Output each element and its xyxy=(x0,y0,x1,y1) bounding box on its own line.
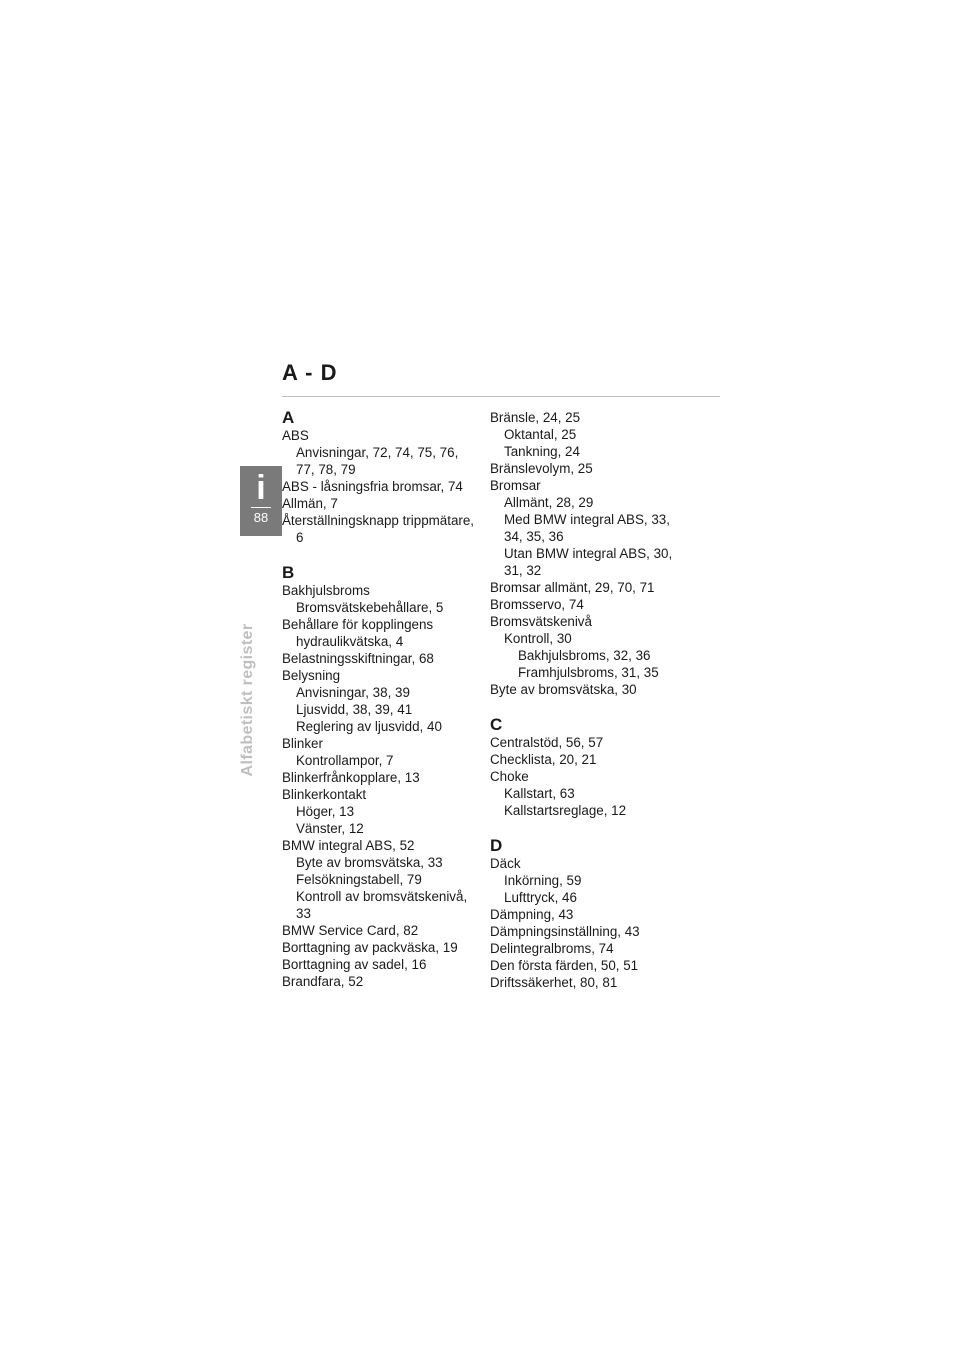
index-entry: Däck xyxy=(490,856,521,871)
index-column-left xyxy=(282,409,482,990)
index-section xyxy=(490,837,690,991)
index-subentry: 6 xyxy=(296,530,304,545)
index-subentry: Reglering av ljusvidd, 40 xyxy=(296,719,442,734)
index-subentry: 77, 78, 79 xyxy=(296,462,356,477)
index-entry: Bromsservo, 74 xyxy=(490,597,584,612)
index-subentry: Kontroll, 30 xyxy=(504,631,572,646)
page-number: 88 xyxy=(253,510,269,525)
index-subentry: 31, 32 xyxy=(504,563,542,578)
index-entry: Behållare för kopplingens xyxy=(282,617,434,632)
index-entry: Blinkerkontakt xyxy=(282,787,367,802)
index-entry: Borttagning av packväska, 19 xyxy=(282,940,458,955)
index-entry: Bromsar allmänt, 29, 70, 71 xyxy=(490,580,655,595)
index-section xyxy=(282,409,482,546)
index-subentry: Allmänt, 28, 29 xyxy=(504,495,594,510)
index-subentry: Inkörning, 59 xyxy=(504,873,582,888)
index-entry: ABS - låsningsfria bromsar, 74 xyxy=(282,479,463,494)
index-letter-heading: A xyxy=(282,408,295,427)
index-subentry: Kallstart, 63 xyxy=(504,786,575,801)
index-subentry: Framhjulsbroms, 31, 35 xyxy=(518,665,659,680)
index-subentry: Felsökningstabell, 79 xyxy=(296,872,422,887)
index-subentry: Ljusvidd, 38, 39, 41 xyxy=(296,702,413,717)
index-entry: Bränslevolym, 25 xyxy=(490,461,593,476)
index-subentry: Höger, 13 xyxy=(296,804,355,819)
index-entry: Belysning xyxy=(282,668,341,683)
index-entry: ABS xyxy=(282,428,309,443)
index-entry: Checklista, 20, 21 xyxy=(490,752,597,767)
index-letter-heading: D xyxy=(490,836,503,855)
index-entry: Bromsvätskenivå xyxy=(490,614,592,629)
info-icon: i xyxy=(256,469,266,507)
index-entry: Bakhjulsbroms xyxy=(282,583,370,598)
index-entry: Dämpning, 43 xyxy=(490,907,574,922)
index-letter-heading: C xyxy=(490,715,503,734)
index-entry: Dämpningsinställning, 43 xyxy=(490,924,640,939)
index-entry: Driftssäkerhet, 80, 81 xyxy=(490,975,618,990)
heading-divider xyxy=(282,396,720,397)
index-section xyxy=(490,409,690,698)
section-tab xyxy=(240,466,282,536)
index-entry: Centralstöd, 56, 57 xyxy=(490,735,604,750)
page-title: A - D xyxy=(282,360,338,385)
index-column-right xyxy=(490,409,690,991)
index-entry: Borttagning av sadel, 16 xyxy=(282,957,427,972)
index-entry: BMW Service Card, 82 xyxy=(282,923,419,938)
index-entry: BMW integral ABS, 52 xyxy=(282,838,415,853)
index-subentry: hydraulikvätska, 4 xyxy=(296,634,404,649)
index-subentry: Anvisningar, 38, 39 xyxy=(296,685,410,700)
index-subentry: Kontroll av bromsvätskenivå, xyxy=(296,889,468,904)
section-label: Alfabetiskt register xyxy=(239,623,256,777)
index-subentry: 33 xyxy=(296,906,311,921)
index-subentry: Kontrollampor, 7 xyxy=(296,753,394,768)
index-subentry: Kallstartsreglage, 12 xyxy=(504,803,627,818)
index-section xyxy=(282,564,482,990)
index-subentry: Vänster, 12 xyxy=(296,821,364,836)
index-subentry: 34, 35, 36 xyxy=(504,529,564,544)
index-entry: Bromsar xyxy=(490,478,541,493)
index-subentry: Oktantal, 25 xyxy=(504,427,577,442)
tab-divider xyxy=(251,507,271,508)
index-subentry: Med BMW integral ABS, 33, xyxy=(504,512,670,527)
index-subentry: Bromsvätskebehållare, 5 xyxy=(296,600,444,615)
index-subentry: Byte av bromsvätska, 33 xyxy=(296,855,443,870)
index-entry: Belastningsskiftningar, 68 xyxy=(282,651,434,666)
index-entry: Brandfara, 52 xyxy=(282,974,364,989)
index-section xyxy=(490,716,690,819)
index-letter-heading: B xyxy=(282,563,295,582)
index-entry: Återställningsknapp trippmätare, xyxy=(282,513,475,528)
index-subentry: Bakhjulsbroms, 32, 36 xyxy=(518,648,651,663)
index-entry: Byte av bromsvätska, 30 xyxy=(490,682,637,697)
index-subentry: Anvisningar, 72, 74, 75, 76, xyxy=(296,445,459,460)
index-entry: Allmän, 7 xyxy=(282,496,338,511)
index-entry: Delintegralbroms, 74 xyxy=(490,941,614,956)
index-entry: Blinker xyxy=(282,736,323,751)
index-subentry: Lufttryck, 46 xyxy=(504,890,577,905)
index-entry: Blinkerfrånkopplare, 13 xyxy=(282,770,420,785)
index-entry: Den första färden, 50, 51 xyxy=(490,958,639,973)
index-subentry: Tankning, 24 xyxy=(504,444,580,459)
index-entry: Bränsle, 24, 25 xyxy=(490,410,581,425)
index-entry: Choke xyxy=(490,769,529,784)
index-subentry: Utan BMW integral ABS, 30, xyxy=(504,546,673,561)
